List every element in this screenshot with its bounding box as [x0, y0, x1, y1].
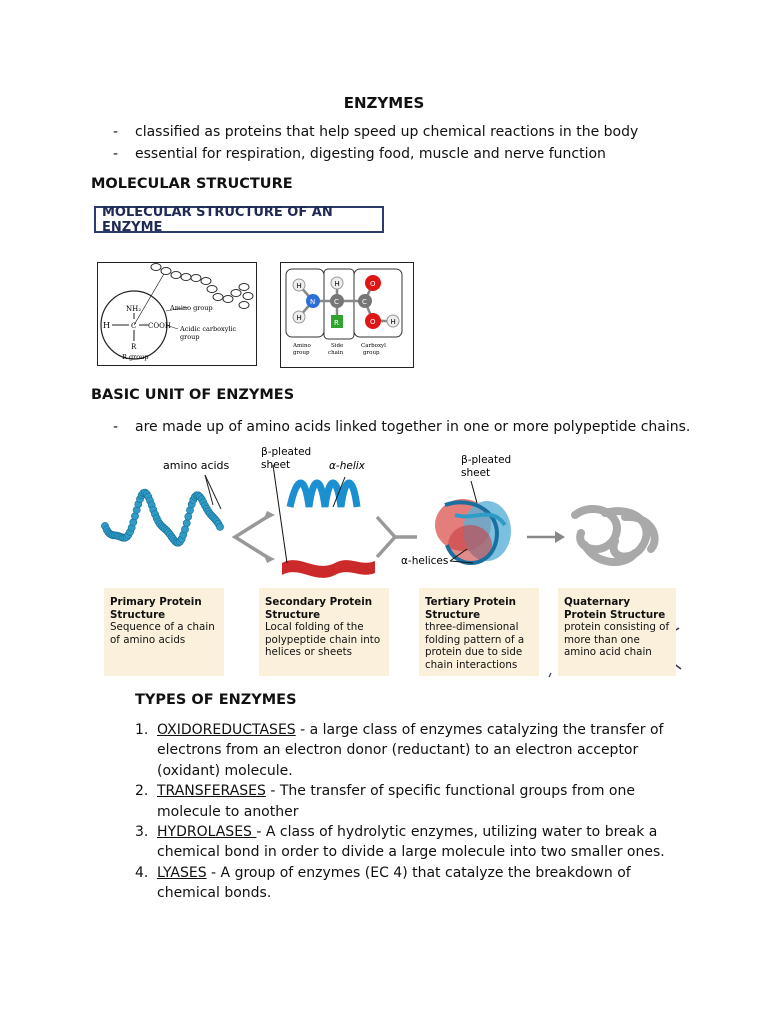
bullet-dash: -: [113, 419, 119, 435]
svg-text:R: R: [334, 319, 339, 327]
svg-text:Side: Side: [331, 343, 344, 349]
amino-acid-general-figure: [97, 262, 257, 366]
svg-text:R: R: [131, 343, 137, 351]
page-title: ENZYMES: [343, 94, 425, 112]
svg-text:group: group: [180, 333, 200, 341]
card-tertiary-structure: [419, 588, 539, 676]
svg-text:O: O: [370, 318, 376, 326]
svg-text:Acidic carboxylic: Acidic carboxylic: [180, 325, 237, 333]
svg-text:Amino group: Amino group: [170, 304, 213, 312]
svg-text:H: H: [103, 321, 110, 330]
svg-text:H: H: [296, 282, 302, 290]
svg-text:α-helices: α-helices: [401, 555, 449, 567]
svg-text:Amino: Amino: [293, 343, 311, 349]
enzyme-name: TRANSFERASES: [157, 783, 266, 800]
svg-text:C: C: [334, 298, 339, 306]
intro-bullet-2: - essential for respiration, digesting food, muscle and nerve function: [113, 146, 606, 162]
svg-text:COOH: COOH: [148, 322, 171, 330]
protein-structure-diagram: [95, 445, 685, 585]
svg-text:C: C: [362, 298, 367, 306]
amino-acid-ball-stick-figure: [280, 262, 414, 368]
bullet-dash: -: [113, 124, 119, 140]
molecular-structure-heading: MOLECULAR STRUCTURE: [91, 176, 293, 192]
svg-text:group: group: [293, 350, 310, 356]
list-item: 2. TRANSFERASES - The transfer of specific functional groups from one molecule to another: [135, 783, 635, 820]
list-item: 3. HYDROLASES - A class of hydrolytic enzymes, utilizing water to break a chemical bond in order to divide a large molecule into two smaller ones.: [135, 824, 665, 861]
card-title: Quaternary Protein Structure: [564, 596, 666, 621]
ball-stick-svg: [281, 263, 412, 366]
bead-chain: [151, 264, 253, 309]
card-text: three-dimensional folding pattern of a protein due to side chain interactions: [425, 621, 525, 671]
svg-text:H: H: [390, 318, 396, 326]
types-heading: TYPES OF ENZYMES: [135, 692, 297, 708]
amino-acid-bead-chain: [101, 489, 223, 546]
card-text: protein consisting of more than one amino acid chain: [564, 621, 670, 658]
label-amino-acids: amino acids: [163, 459, 230, 472]
card-text: Sequence of a chain of amino acids: [110, 621, 215, 646]
card-primary-structure: [104, 588, 224, 676]
card-text: Local folding of the polypeptide chain into helices or sheets: [265, 621, 381, 658]
svg-text:group: group: [363, 350, 380, 356]
branch-arrow: [235, 517, 267, 557]
card-title: Tertiary Protein Structure: [425, 596, 516, 621]
card-quaternary-structure: [558, 588, 676, 676]
intro-bullet-1: - classified as proteins that help speed up chemical reactions in the body: [113, 124, 639, 140]
enzyme-name: OXIDOREDUCTASES: [157, 722, 296, 738]
svg-text:β-pleated: β-pleated: [261, 446, 312, 458]
svg-text:O: O: [370, 280, 376, 288]
svg-text:H: H: [334, 280, 340, 288]
svg-text:β-pleated: β-pleated: [461, 454, 512, 466]
svg-text:sheet: sheet: [261, 459, 291, 471]
quaternary-structure-shape: [575, 509, 655, 562]
enzyme-types-list: [135, 720, 695, 904]
svg-text:N: N: [310, 298, 316, 306]
svg-text:sheet: sheet: [461, 467, 491, 479]
card-title: Primary Protein Structure: [110, 596, 202, 621]
svg-text:chain: chain: [328, 350, 344, 356]
amino-acid-general-svg: [98, 263, 255, 364]
amino-acid-bead: [183, 520, 190, 527]
enzyme-name: LYASES: [157, 864, 207, 881]
bullet-dash: -: [113, 146, 119, 162]
svg-text:α-helix: α-helix: [329, 460, 365, 472]
basic-unit-heading: BASIC UNIT OF ENZYMES: [91, 387, 295, 403]
svg-text:H: H: [296, 314, 302, 322]
svg-text:Carboxyl: Carboxyl: [361, 343, 386, 349]
alpha-helix-shape: [290, 483, 357, 507]
list-item: 4. LYASES - A group of enzymes (EC 4) that catalyze the breakdown of chemical bonds.: [135, 864, 631, 902]
figure-banner: MOLECULAR STRUCTURE OF AN ENZYME: [94, 206, 384, 233]
card-title: Secondary Protein Structure: [265, 596, 373, 621]
enzyme-name: HYDROLASES: [157, 824, 257, 841]
beta-sheet-shape: [282, 560, 375, 578]
basic-unit-bullet: - are made up of amino acids linked together in one or more polypeptide chains.: [113, 419, 691, 435]
amino-acid-bead: [185, 513, 192, 520]
svg-text:NH₂: NH₂: [126, 305, 142, 313]
svg-text:R group: R group: [122, 353, 149, 361]
svg-text:C: C: [131, 322, 137, 330]
amino-acid-bead: [216, 523, 223, 530]
card-secondary-structure: [259, 588, 389, 676]
list-item: 1. OXIDOREDUCTASES - a large class of enzymes catalyzing the transfer of electrons from an electron donor (reductant) to an electron acceptor (oxidant) molecule.: [135, 722, 664, 779]
